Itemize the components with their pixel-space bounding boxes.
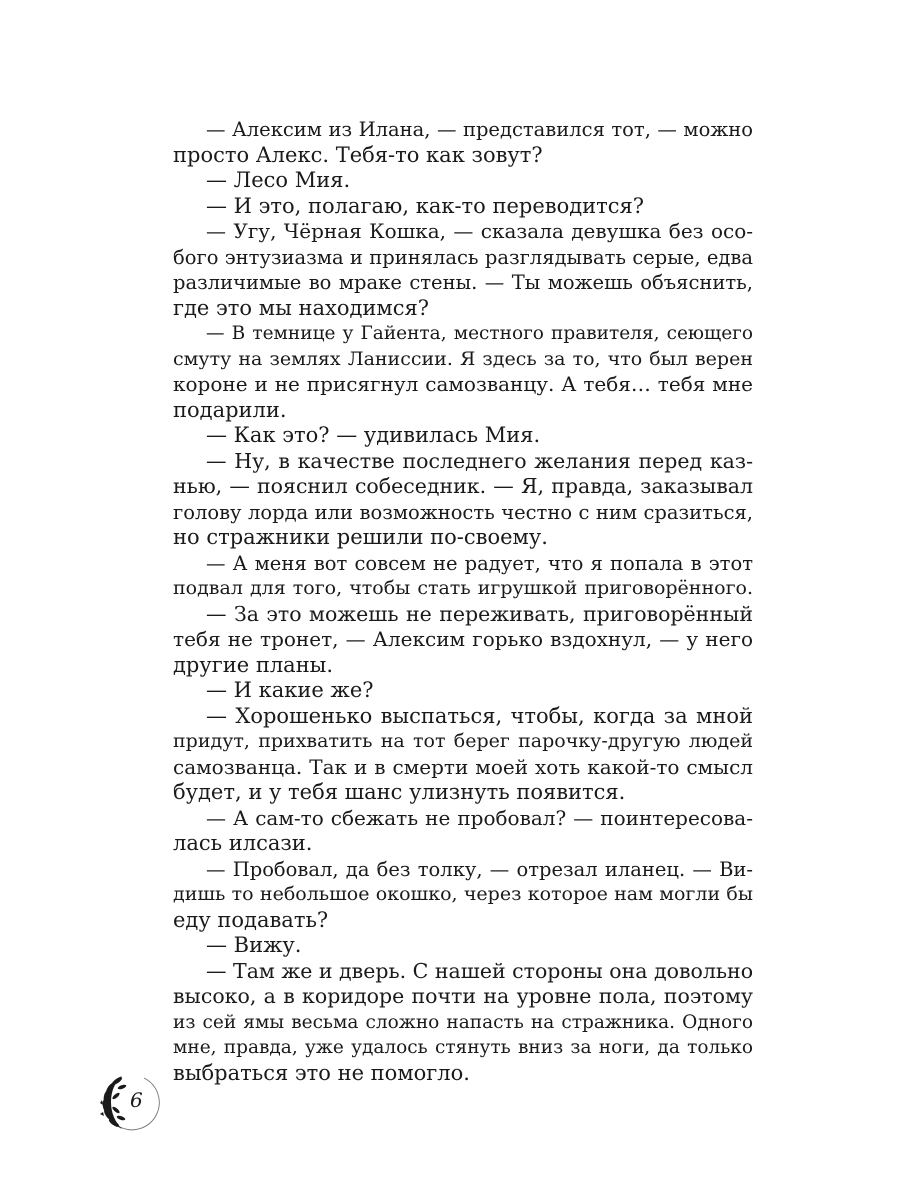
text-line: дишь то небольшое окошко, через которое нам могли бы bbox=[173, 883, 753, 905]
text-line: короне и не присягнул самозванцу. А тебя… тебя мне bbox=[173, 372, 753, 396]
text-line: но стражники решили по-своему. bbox=[173, 525, 548, 549]
text-line: — А меня вот совсем не радует, что я попала в этот bbox=[206, 551, 753, 575]
text-line: просто Алекс. Тебя-то как зовут? bbox=[173, 142, 543, 167]
text-line: — Хорошенько выспаться, чтобы, когда за мной bbox=[206, 703, 753, 728]
text-line: — Алексим из Илана, — представился тот, — можно bbox=[206, 118, 753, 141]
text-line: — Лесо Мия. bbox=[206, 168, 351, 192]
text-line: тебя не тронет, — Алексим горько вздохнул, — у него bbox=[173, 627, 753, 651]
text-line: бого энтузиазма и принялась разглядывать серые, едва bbox=[173, 245, 753, 269]
text-line: придут, прихватить на тот берег парочку-другую людей bbox=[173, 730, 753, 752]
text-line: высоко, а в коридоре почти на уровне пола, поэтому bbox=[173, 984, 753, 1008]
text-line: где это мы находимся? bbox=[173, 295, 429, 320]
text-line: — Угу, Чёрная Кошка, — сказала девушка без осо- bbox=[206, 219, 753, 243]
text-line: смуту на землях Ланиссии. Я здесь за то, что был верен bbox=[173, 347, 753, 370]
text-line: голову лорда или возможность честно с ним сразиться, bbox=[173, 500, 753, 524]
page-number-ornament bbox=[100, 1072, 166, 1134]
text-line: еду подавать? bbox=[173, 907, 329, 932]
text-line: будет, и у тебя шанс улизнуть появится. bbox=[173, 780, 626, 804]
text-line: другие планы. bbox=[173, 652, 334, 677]
text-line: нью, — пояснил собеседник. — Я, правда, заказывал bbox=[173, 474, 753, 498]
page-number: 6 bbox=[130, 1088, 143, 1112]
text-line: — И это, полагаю, как-то переводится? bbox=[206, 193, 645, 218]
text-line: — Вижу. bbox=[206, 933, 302, 957]
text-line: — Ну, в качестве последнего желания перед каз- bbox=[206, 448, 753, 473]
text-line: — И какие же? bbox=[206, 678, 374, 702]
text-line: различимые во мраке стены. — Ты можешь объяснить, bbox=[173, 271, 753, 294]
text-line: подарили. bbox=[173, 397, 287, 422]
text-line: подвал для того, чтобы стать игрушкой приговорённого. bbox=[173, 577, 753, 599]
text-line: — Там же и дверь. С нашей стороны она довольно bbox=[206, 958, 754, 983]
text-line: лась илсази. bbox=[173, 831, 313, 855]
text-line: — А сам-то сбежать не пробовал? — поинтересова- bbox=[206, 805, 753, 830]
text-line: — В темнице у Гайента, местного правителя, сеющего bbox=[206, 323, 753, 344]
text-line: выбраться это не помогло. bbox=[173, 1060, 470, 1085]
text-line: — Как это? — удивилась Мия. bbox=[206, 423, 541, 447]
text-line: — За это можешь не переживать, приговорённый bbox=[206, 601, 753, 626]
text-line: из сей ямы весьма сложно напасть на стражника. Одного bbox=[173, 1011, 753, 1033]
text-line: мне, правда, уже удалось стянуть вниз за ноги, да только bbox=[173, 1037, 753, 1058]
text-line: — Пробовал, да без толку, — отрезал иланец. — Ви- bbox=[206, 857, 753, 881]
text-line: самозванца. Так и в смерти моей хоть какой-то смысл bbox=[173, 754, 753, 779]
book-page-text bbox=[173, 117, 753, 1086]
